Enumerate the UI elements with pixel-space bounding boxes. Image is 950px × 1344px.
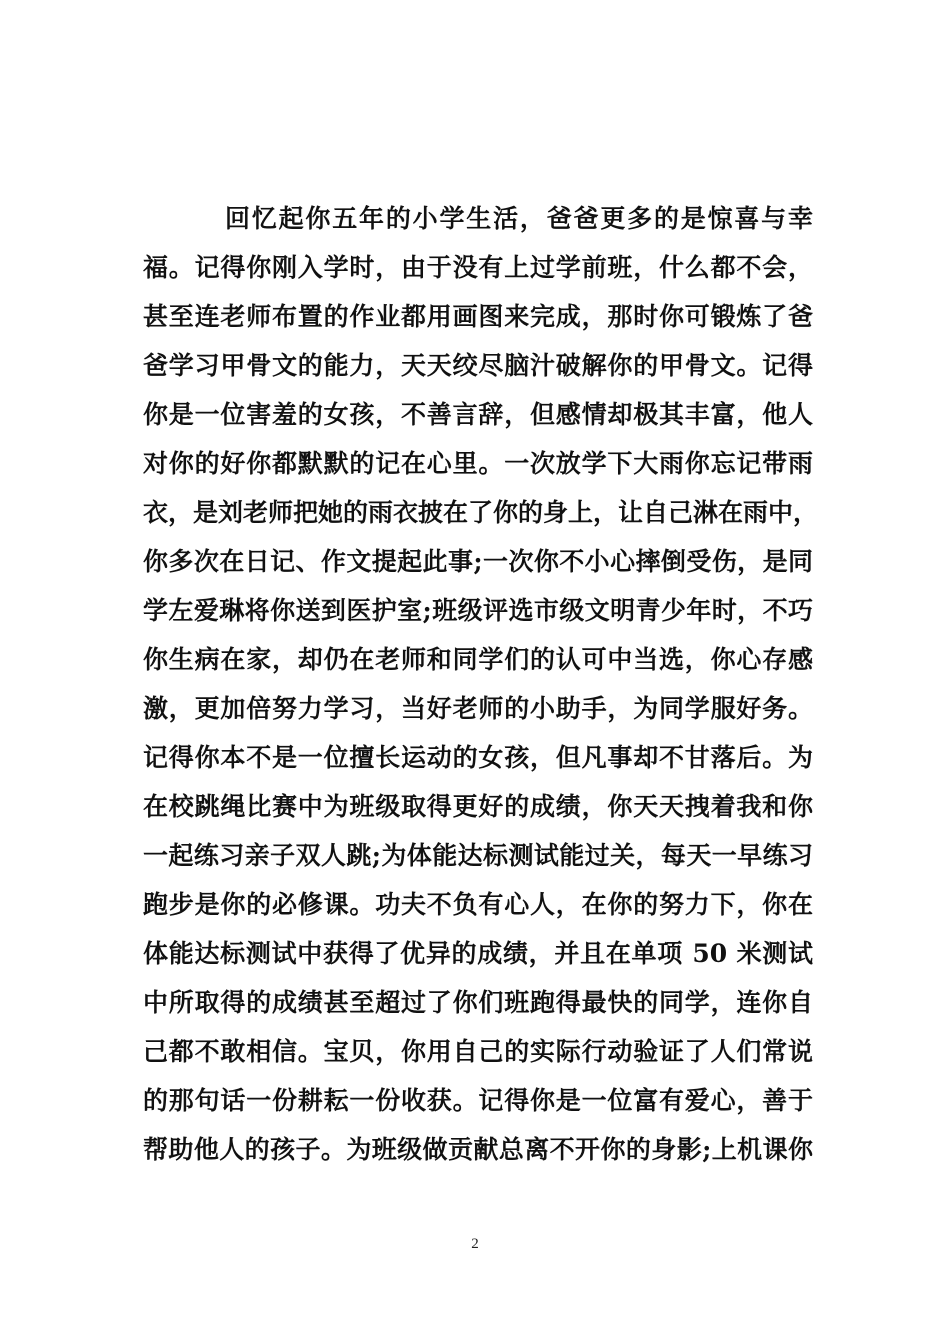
page-number: 2 (471, 1236, 479, 1252)
text-line: 一起练习亲子双人跳;为体能达标测试能过关，每天一早练习 (143, 841, 813, 870)
text-line: 激，更加倍努力学习，当好老师的小助手，为同学服好务。 (143, 694, 813, 723)
text-line: 中所取得的成绩甚至超过了你们班跑得最快的同学，连你自 (143, 988, 813, 1017)
text-line: 衣，是刘老师把她的雨衣披在了你的身上，让自己淋在雨中， (143, 498, 819, 527)
text-line: 学左爱琳将你送到医护室;班级评选市级文明青少年时，不巧 (143, 596, 813, 625)
text-line: 跑步是你的必修课。功夫不负有心人，在你的努力下，你在 (143, 890, 813, 919)
text-line: 福。记得你刚入学时，由于没有上过学前班，什么都不会， (143, 253, 813, 282)
text-line: 你多次在日记、作文提起此事;一次你不小心摔倒受伤，是同 (143, 547, 813, 576)
text-line: 在校跳绳比赛中为班级取得更好的成绩，你天天拽着我和你 (143, 792, 813, 821)
text-line: 回忆起你五年的小学生活，爸爸更多的是惊喜与幸 (225, 204, 813, 233)
text-line: 你生病在家，却仍在老师和同学们的认可中当选，你心存感 (143, 645, 813, 674)
text-line: 你是一位害羞的女孩，不善言辞，但感情却极其丰富，他人 (143, 400, 813, 429)
text-line: 甚至连老师布置的作业都用画图来完成，那时你可锻炼了爸 (143, 302, 813, 331)
body-paragraph (143, 194, 819, 1174)
text-line: 记得你本不是一位擅长运动的女孩，但凡事却不甘落后。为 (143, 743, 813, 772)
text-line: 的那句话一份耕耘一份收获。记得你是一位富有爱心，善于 (143, 1086, 813, 1115)
text-line: 爸学习甲骨文的能力，天天绞尽脑汁破解你的甲骨文。记得 (143, 351, 813, 380)
text-line: 帮助他人的孩子。为班级做贡献总离不开你的身影;上机课你 (143, 1135, 813, 1164)
text-line: 体能达标测试中获得了优异的成绩，并且在单项 50 米测试 (143, 939, 813, 968)
text-line: 对你的好你都默默的记在心里。一次放学下大雨你忘记带雨 (143, 449, 813, 478)
text-line: 己都不敢相信。宝贝，你用自己的实际行动验证了人们常说 (143, 1037, 813, 1066)
